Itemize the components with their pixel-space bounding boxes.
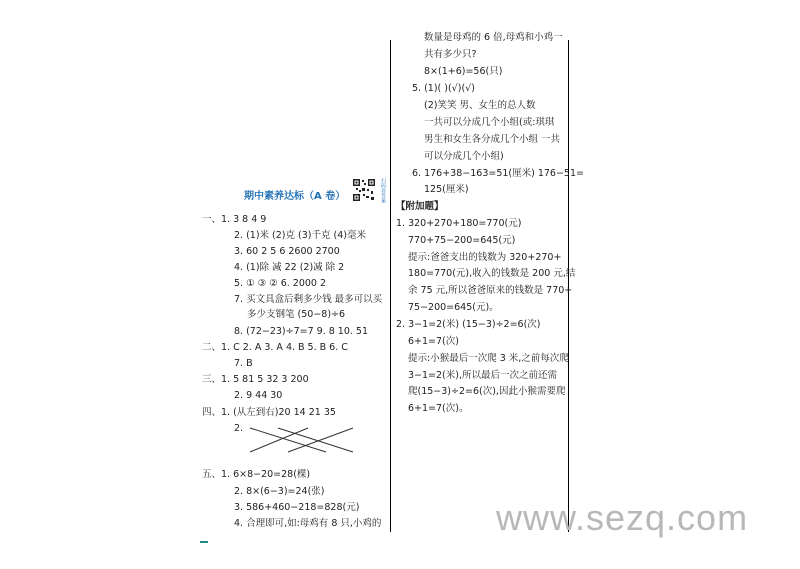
- answer-line: 6+1=7(次): [408, 336, 459, 347]
- answer-line: 2. 8×(6−3)=24(张): [234, 486, 325, 497]
- answer-line: 5. (1)( )(√)(√): [412, 83, 475, 94]
- answer-line: 3−1=2(米),所以最后一次之前还需: [408, 370, 557, 381]
- section-heading: 【附加题】: [396, 201, 444, 212]
- answer-line: 提示:爸爸支出的钱数为 320+270+: [408, 252, 562, 263]
- answer-line: 6+1=7(次)。: [408, 403, 469, 414]
- answer-line: 7. B: [234, 358, 253, 369]
- answer-line: 多少支钢笔 (50−8)÷6: [247, 309, 346, 320]
- page-corner-mark: [200, 541, 208, 543]
- answer-line: 770+75−200=645(元): [408, 235, 516, 246]
- answer-line: 3. 586+460−218=828(元): [234, 502, 360, 513]
- answer-line: 可以分成几个小组): [424, 151, 504, 162]
- answer-line: 4. 合理即可,如:母鸡有 8 只,小鸡的: [234, 518, 382, 529]
- answer-line: 7. 买文具盒后剩多少钱 最多可以买: [234, 294, 383, 305]
- answer-line: 6. 176+38−163=51(厘米) 176−51=: [412, 168, 584, 179]
- qr-label: 扫码看答案: [380, 178, 386, 203]
- answer-line: 2. 9 44 30: [234, 390, 283, 401]
- answer-line: 共有多少只?: [424, 49, 477, 60]
- answer-line: 5. ① ③ ② 6. 2000 2: [234, 278, 327, 289]
- answer-line: 余 75 元,所以爸爸原来的钱数是 770+: [408, 285, 573, 296]
- answer-line: 提示:小猴最后一次爬 3 米,之前每次爬: [408, 353, 569, 364]
- qr-code-icon: [352, 178, 376, 202]
- answer-line: 一共可以分成几个小组(或:琪琪: [424, 117, 555, 128]
- answer-line: 五、1. 6×8−20=28(棵): [202, 469, 311, 480]
- answer-line: 2.: [234, 423, 244, 434]
- answer-line: 4. (1)除 减 22 (2)减 除 2: [234, 262, 345, 273]
- answer-line: 三、1. 5 81 5 32 3 200: [202, 374, 309, 385]
- answer-line: 125(厘米): [424, 184, 469, 195]
- answer-line: 四、1. (从左到右)20 14 21 35: [202, 407, 336, 418]
- section-title: 期中素养达标（A 卷）: [244, 191, 346, 202]
- answer-line: 数量是母鸡的 6 倍,母鸡和小鸡一: [424, 32, 563, 43]
- answer-line: 8×(1+6)=56(只): [424, 66, 503, 77]
- answer-line: 2. 3−1=2(米) (15−3)÷2=6(次): [396, 319, 541, 330]
- answer-line: 180=770(元),收入的钱数是 200 元,结: [408, 268, 576, 279]
- answer-line: 男生和女生各分成几个小组 一共: [424, 134, 561, 145]
- answer-line: 3. 60 2 5 6 2600 2700: [234, 246, 340, 257]
- site-watermark: www.sezq.com: [496, 497, 749, 538]
- answer-line: 75−200=645(元)。: [408, 302, 499, 313]
- answer-line: 1. 320+270+180=770(元): [396, 218, 522, 229]
- column-divider: [390, 40, 391, 532]
- answer-line: 一、1. 3 8 4 9: [202, 214, 267, 225]
- answer-line: 二、1. C 2. A 3. A 4. B 5. B 6. C: [202, 342, 348, 353]
- answer-line: 8. (72−23)÷7=7 9. 8 10. 51: [234, 326, 369, 337]
- matching-lines-diagram: [248, 424, 358, 456]
- answer-line: 2. (1)米 (2)克 (3)千克 (4)毫米: [234, 230, 366, 241]
- answer-line: 爬(15−3)÷2=6(次),因此小猴需要爬: [408, 386, 566, 397]
- answer-line: (2)笑笑 男、女生的总人数: [424, 100, 536, 111]
